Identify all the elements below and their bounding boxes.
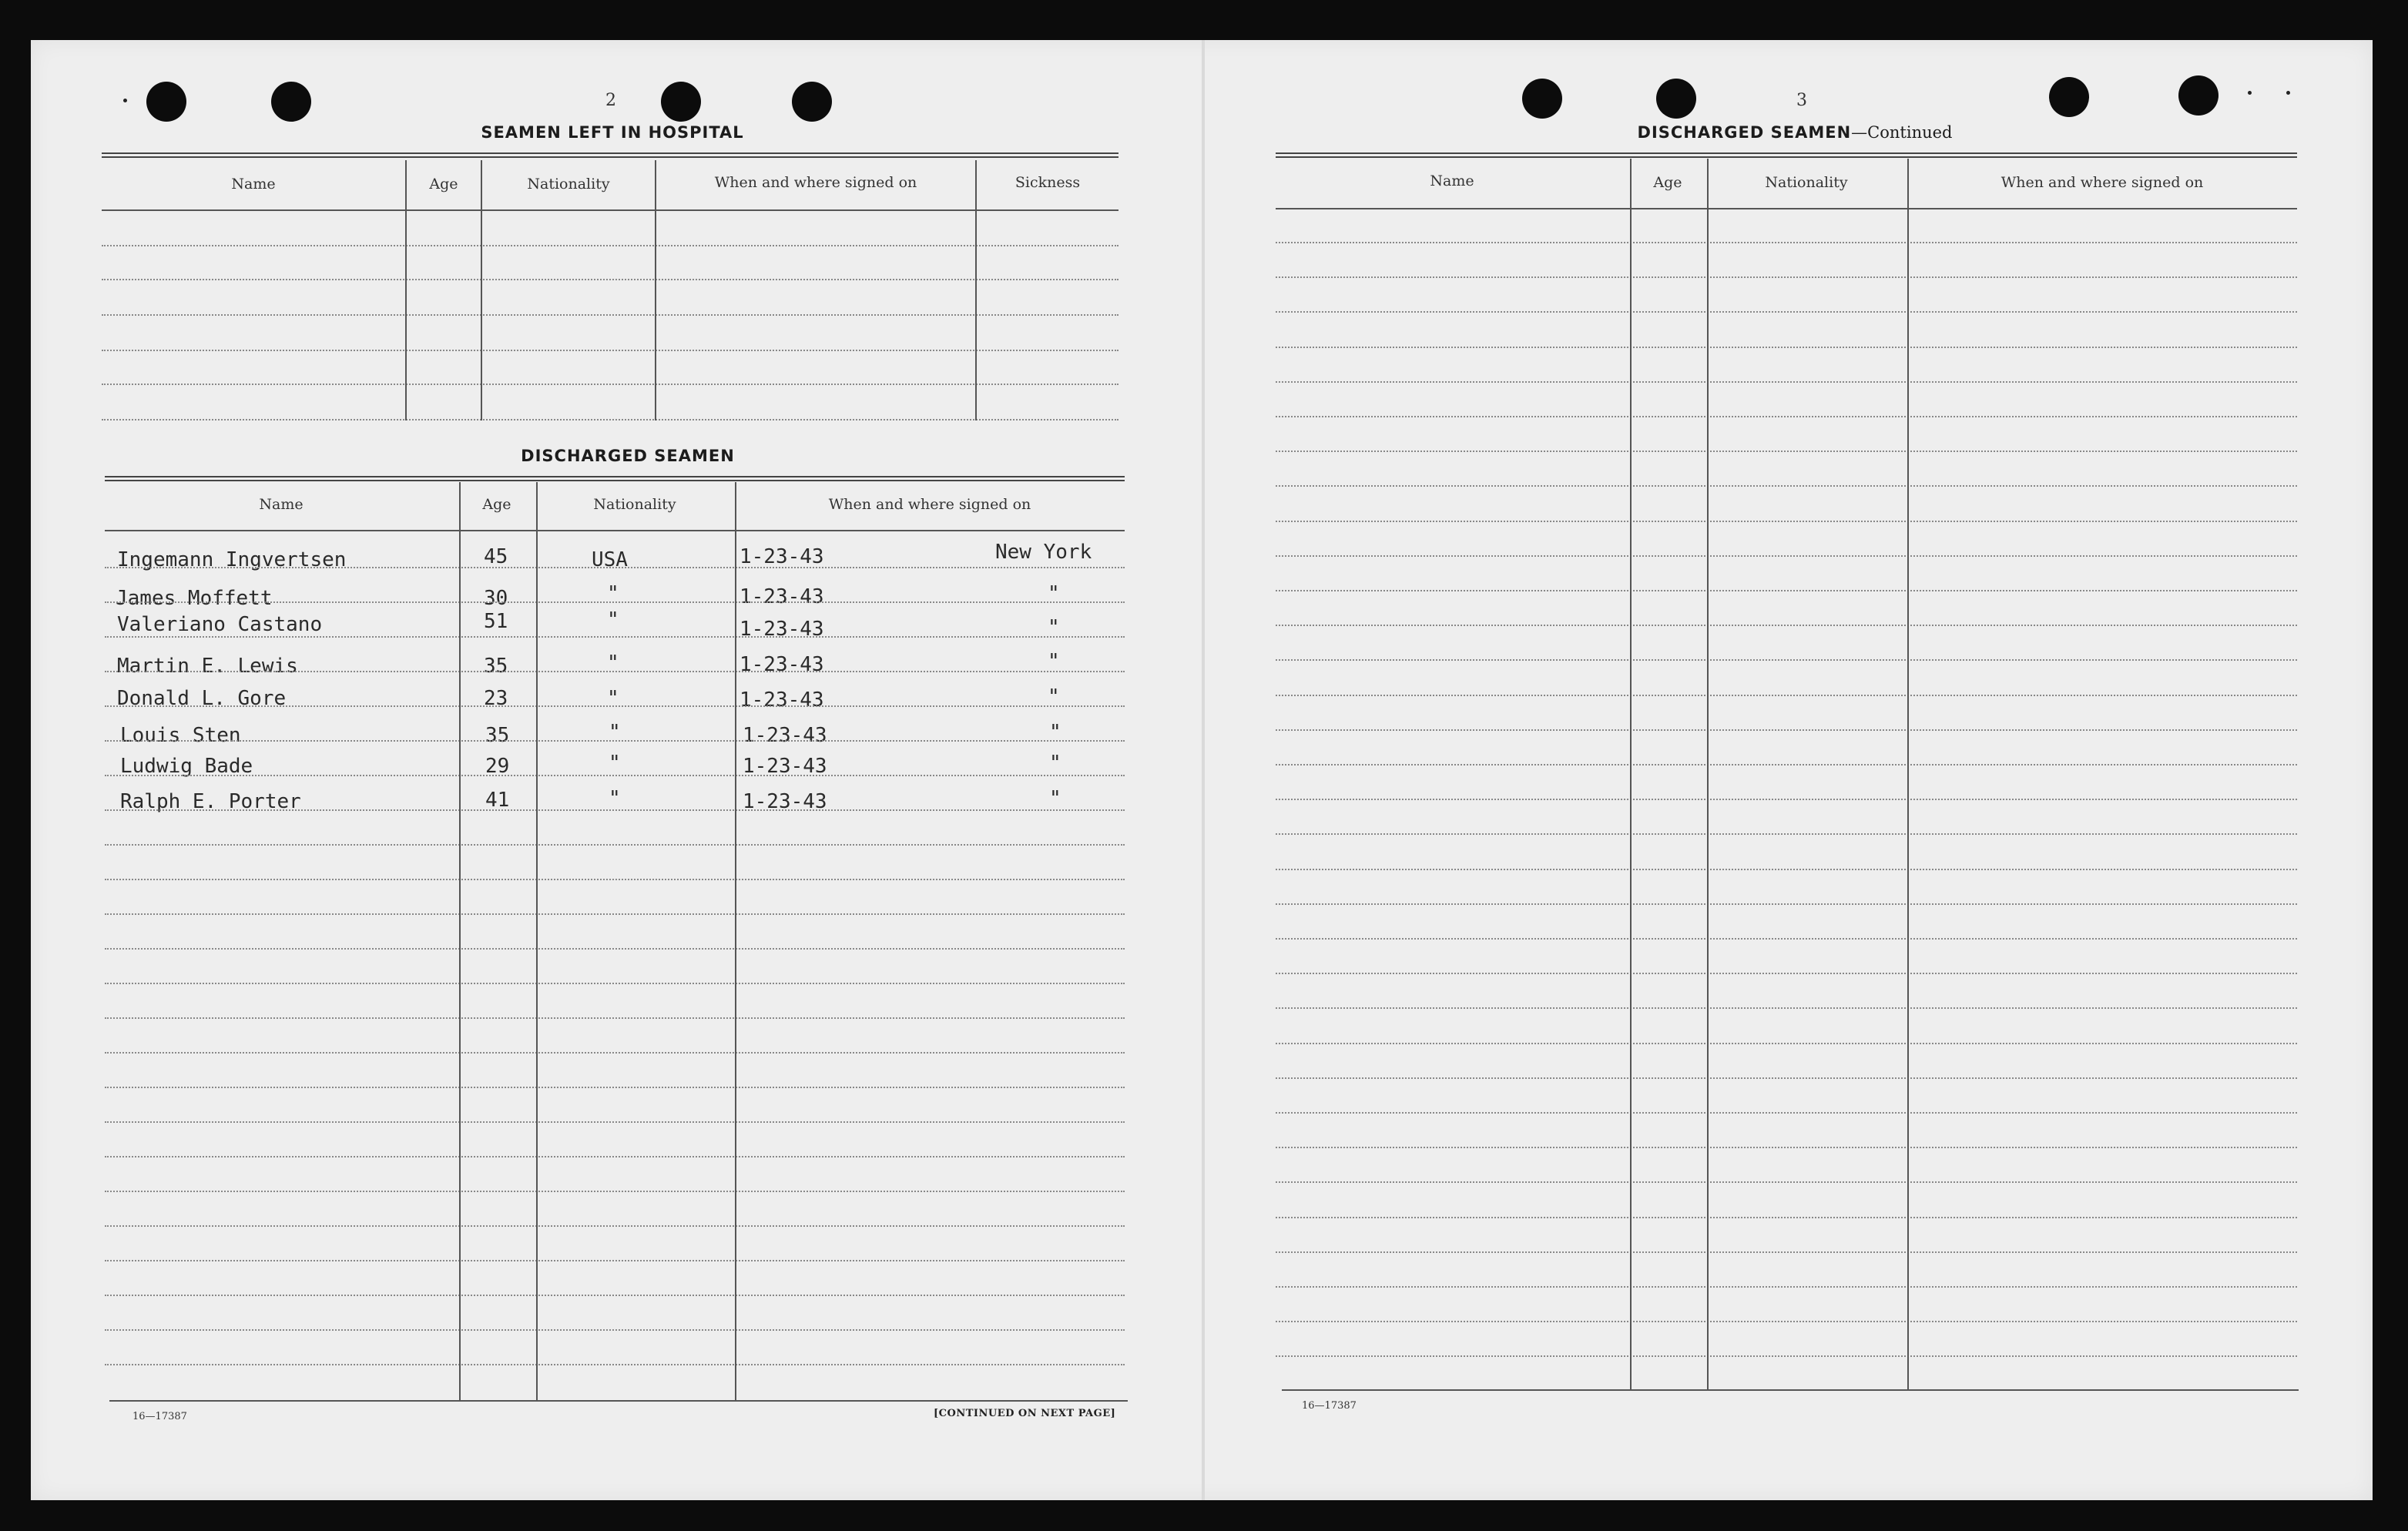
- ruled-line: [1276, 729, 2297, 731]
- ruled-line: [1276, 1355, 2297, 1357]
- seaman-name: Valeriano Castano: [117, 613, 323, 636]
- hospital-header-rule: [102, 209, 1118, 211]
- seaman-nationality: ": [609, 787, 621, 810]
- ruled-line: [105, 1364, 1125, 1365]
- hospital-row-line: [102, 279, 1118, 280]
- hospital-column-divider: [655, 160, 656, 420]
- ruled-line: [1276, 973, 2297, 974]
- seaman-name: Martin E. Lewis: [117, 655, 298, 678]
- signed-on-date: 1-23-43: [743, 724, 827, 747]
- col-header-age: Age: [1653, 174, 1682, 191]
- seaman-age: 23: [484, 687, 508, 710]
- signed-on-date: 1-23-43: [740, 545, 824, 568]
- ruled-line: [105, 740, 1125, 742]
- seaman-nationality: ": [607, 608, 619, 631]
- seaman-name: James Moffett: [116, 587, 273, 610]
- ruled-line: [1276, 1321, 2297, 1322]
- seaman-age: 41: [485, 789, 510, 812]
- ruled-line: [105, 1329, 1125, 1331]
- ruled-line: [1276, 276, 2297, 278]
- hospital-row-line: [102, 314, 1118, 316]
- ruled-line: [105, 809, 1125, 811]
- signed-on-date: 1-23-43: [740, 688, 824, 712]
- right-header-rule: [1276, 208, 2297, 209]
- seaman-nationality: ": [609, 721, 621, 744]
- ruled-line: [1276, 1007, 2297, 1009]
- hospital-row-line: [102, 384, 1118, 385]
- ruled-line: [105, 1087, 1125, 1088]
- hospital-row-line: [102, 350, 1118, 351]
- seaman-name: Donald L. Gore: [117, 687, 287, 710]
- ink-speck: [2286, 91, 2290, 95]
- page-fold: [1202, 40, 1205, 1500]
- discharged-top-rule: [105, 476, 1125, 481]
- punch-hole: [1656, 79, 1696, 119]
- discharged-column-divider: [536, 482, 538, 1400]
- hospital-column-divider: [975, 160, 977, 420]
- col-header-name: Name: [1430, 173, 1474, 189]
- signed-on-place: ": [1049, 787, 1061, 810]
- discharged-column-divider: [735, 482, 736, 1400]
- seaman-nationality: ": [609, 752, 621, 775]
- hospital-column-divider: [405, 160, 407, 420]
- punch-hole: [146, 82, 186, 122]
- ruled-line: [1276, 1181, 2297, 1183]
- signed-on-place: ": [1048, 650, 1060, 673]
- ruled-line: [105, 671, 1125, 672]
- form-code: 16—17387: [1302, 1400, 1357, 1412]
- signed-on-place: New York: [995, 541, 1092, 564]
- ruled-line: [1276, 555, 2297, 557]
- ruled-line: [1276, 1217, 2297, 1218]
- form-code: 16—17387: [132, 1411, 187, 1422]
- ruled-line: [105, 1121, 1125, 1123]
- ruled-line: [1276, 521, 2297, 522]
- ruled-line: [1276, 764, 2297, 766]
- ruled-line: [105, 636, 1125, 638]
- signed-on-place: ": [1048, 616, 1060, 639]
- col-header-signed-on: When and where signed on: [714, 174, 917, 191]
- ruled-line: [105, 1260, 1125, 1261]
- page-number: 2: [605, 91, 616, 110]
- seaman-nationality: ": [607, 582, 619, 605]
- ruled-line: [1276, 311, 2297, 313]
- ruled-line: [1276, 485, 2297, 487]
- hospital-row-line: [102, 245, 1118, 246]
- ruled-line: [1276, 625, 2297, 626]
- ruled-line: [1276, 1147, 2297, 1148]
- signed-on-place: ": [1048, 582, 1060, 605]
- col-header-name: Name: [231, 176, 276, 193]
- hospital-section-title: SEAMEN LEFT IN HOSPITAL: [481, 123, 744, 142]
- ruled-line: [105, 601, 1125, 603]
- col-header-nationality: Nationality: [1765, 174, 1848, 191]
- seaman-nationality: ": [607, 687, 619, 710]
- seaman-name: Ingemann Ingvertsen: [117, 548, 347, 571]
- col-header-nationality: Nationality: [527, 176, 610, 193]
- signed-on-date: 1-23-43: [740, 653, 824, 676]
- signed-on-place: ": [1048, 685, 1060, 709]
- title-main: DISCHARGED SEAMEN: [1637, 123, 1852, 142]
- title-suffix: —Continued: [1851, 123, 1953, 142]
- ruled-line: [105, 913, 1125, 915]
- right-column-divider: [1630, 159, 1632, 1389]
- bottom-rule: [1282, 1389, 2299, 1391]
- punch-hole: [2049, 77, 2089, 117]
- ruled-line: [1276, 1251, 2297, 1253]
- ruled-line: [105, 1017, 1125, 1019]
- ruled-line: [1276, 381, 2297, 383]
- col-header-age: Age: [482, 496, 511, 513]
- ruled-line: [1276, 416, 2297, 417]
- discharged-section-title: DISCHARGED SEAMEN: [521, 447, 735, 465]
- ruled-line: [1276, 903, 2297, 905]
- signed-on-date: 1-23-43: [743, 790, 827, 813]
- continued-note: [CONTINUED ON NEXT PAGE]: [934, 1408, 1116, 1419]
- ruled-line: [1276, 347, 2297, 348]
- ruled-line: [1276, 451, 2297, 452]
- ruled-line: [1276, 1286, 2297, 1288]
- ruled-line: [105, 844, 1125, 846]
- ruled-line: [1276, 695, 2297, 696]
- seaman-age: 35: [485, 724, 510, 747]
- seaman-name: Ludwig Bade: [120, 755, 253, 778]
- seaman-age: 30: [484, 587, 508, 610]
- ruled-line: [1276, 869, 2297, 870]
- ruled-line: [1276, 1043, 2297, 1044]
- signed-on-place: ": [1049, 721, 1061, 744]
- ink-speck: [123, 99, 127, 102]
- discharged-header-rule: [105, 530, 1125, 531]
- hospital-top-rule: [102, 152, 1118, 158]
- ruled-line: [105, 1191, 1125, 1192]
- signed-on-date: 1-23-43: [740, 585, 824, 608]
- hospital-row-line: [102, 419, 1118, 420]
- seaman-age: 51: [484, 610, 508, 633]
- ruled-line: [1276, 833, 2297, 835]
- right-column-divider: [1907, 159, 1909, 1389]
- signed-on-date: 1-23-43: [740, 618, 824, 641]
- ink-speck: [2248, 91, 2252, 95]
- col-header-signed-on: When and where signed on: [2001, 174, 2204, 191]
- right-column-divider: [1707, 159, 1709, 1389]
- seaman-age: 45: [484, 545, 508, 568]
- punch-hole: [271, 82, 311, 122]
- bottom-rule: [109, 1400, 1128, 1402]
- seaman-nationality: ": [607, 652, 619, 675]
- ruled-line: [1276, 938, 2297, 940]
- col-header-sickness: Sickness: [1015, 174, 1081, 191]
- punch-hole: [2178, 75, 2219, 116]
- ruled-line: [1276, 1112, 2297, 1114]
- punch-hole: [792, 82, 832, 122]
- col-header-signed-on: When and where signed on: [828, 496, 1031, 513]
- col-header-age: Age: [429, 176, 458, 193]
- ruled-line: [105, 1295, 1125, 1296]
- seaman-nationality: USA: [592, 548, 628, 571]
- punch-hole: [1522, 79, 1562, 119]
- discharged-continued-title: [1556, 123, 2034, 142]
- ruled-line: [105, 775, 1125, 776]
- seaman-name: Ralph E. Porter: [120, 790, 301, 813]
- ruled-line: [105, 983, 1125, 984]
- seaman-age: 35: [484, 655, 508, 678]
- page-number: 3: [1796, 91, 1807, 110]
- ruled-line: [1276, 590, 2297, 591]
- signed-on-place: ": [1049, 752, 1061, 775]
- seaman-name: Louis Sten: [120, 724, 241, 747]
- punch-hole: [661, 82, 701, 122]
- col-header-name: Name: [259, 496, 304, 513]
- ruled-line: [105, 879, 1125, 880]
- ruled-line: [1276, 659, 2297, 661]
- ruled-line: [105, 705, 1125, 707]
- ruled-line: [1276, 242, 2297, 243]
- col-header-nationality: Nationality: [593, 496, 676, 513]
- ruled-line: [105, 1156, 1125, 1157]
- ruled-line: [1276, 1077, 2297, 1079]
- hospital-column-divider: [481, 160, 482, 420]
- ruled-line: [1276, 799, 2297, 800]
- ruled-line: [105, 567, 1125, 568]
- right-top-rule: [1276, 152, 2297, 158]
- seaman-age: 29: [485, 755, 510, 778]
- signed-on-date: 1-23-43: [743, 755, 827, 778]
- ruled-line: [105, 1225, 1125, 1227]
- ruled-line: [105, 948, 1125, 950]
- ruled-line: [105, 1052, 1125, 1054]
- discharged-column-divider: [459, 482, 461, 1400]
